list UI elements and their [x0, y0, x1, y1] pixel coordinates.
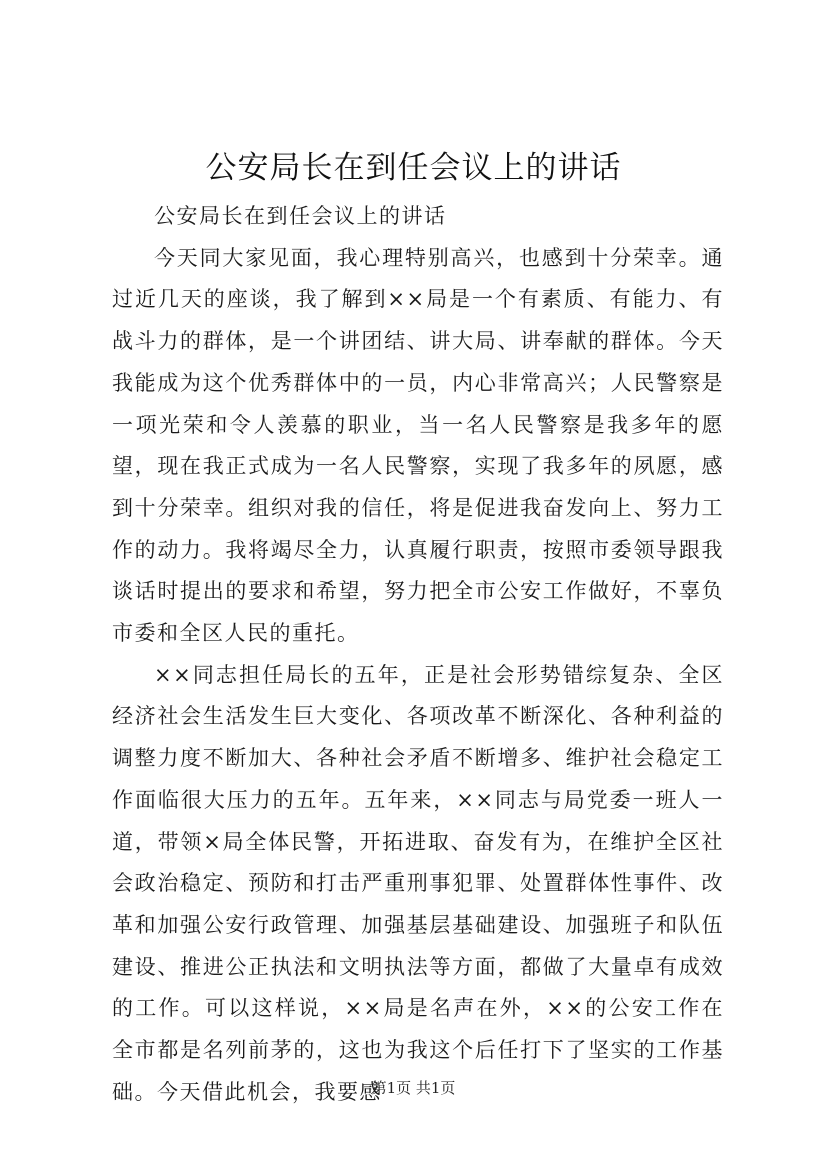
document-body — [112, 196, 724, 1113]
body-paragraph: ××同志担任局长的五年，正是社会形势错综复杂、全区经济社会生活发生巨大变化、各项改革不断深化、各种利益的调整力度不断加大、各种社会矛盾不断增多、维护社会稳定工作面临很大压力的五年。五年来，××同志与局党委一班人一道，带领×局全体民警，开拓进取、奋发有为，在维护全区社会政治稳定、预防和打击严重刑事犯罪、处置群体性事件、改革和加强公安行政管理、加强基层基础建设、加强班子和队伍建设、推进公正执法和文明执法等方面，都做了大量卓有成效的工作。可以这样说，××局是名声在外，××的公安工作在全市都是名列前茅的，这也为我这个后任打下了坚实的工作基础。今天借此机会，我要感 — [112, 662, 724, 1104]
document-title: 公安局长在到任会议上的讲话 — [205, 150, 622, 186]
page-number-label: 第1页 共1页 — [371, 1079, 456, 1097]
body-paragraph: 今天同大家见面，我心理特别高兴，也感到十分荣幸。通过近几天的座谈，我了解到××局是一个有素质、有能力、有战斗力的群体，是一个讲团结、讲大局、讲奉献的群体。今天我能成为这个优秀群体中的一员，内心非常高兴；人民警察是一项光荣和令人羡慕的职业，当一名人民警察是我多年的愿望，现在我正式成为一名人民警察，实现了我多年的夙愿，感到十分荣幸。组织对我的信任，将是促进我奋发向上、努力工作的动力。我将竭尽全力，认真履行职责，按照市委领导跟我谈话时提出的要求和希望，努力把全市公安工作做好，不辜负市委和全区人民的重托。 — [112, 245, 724, 646]
subtitle-paragraph: 公安局长在到任会议上的讲话 — [154, 204, 447, 228]
page-footer — [0, 1078, 827, 1098]
